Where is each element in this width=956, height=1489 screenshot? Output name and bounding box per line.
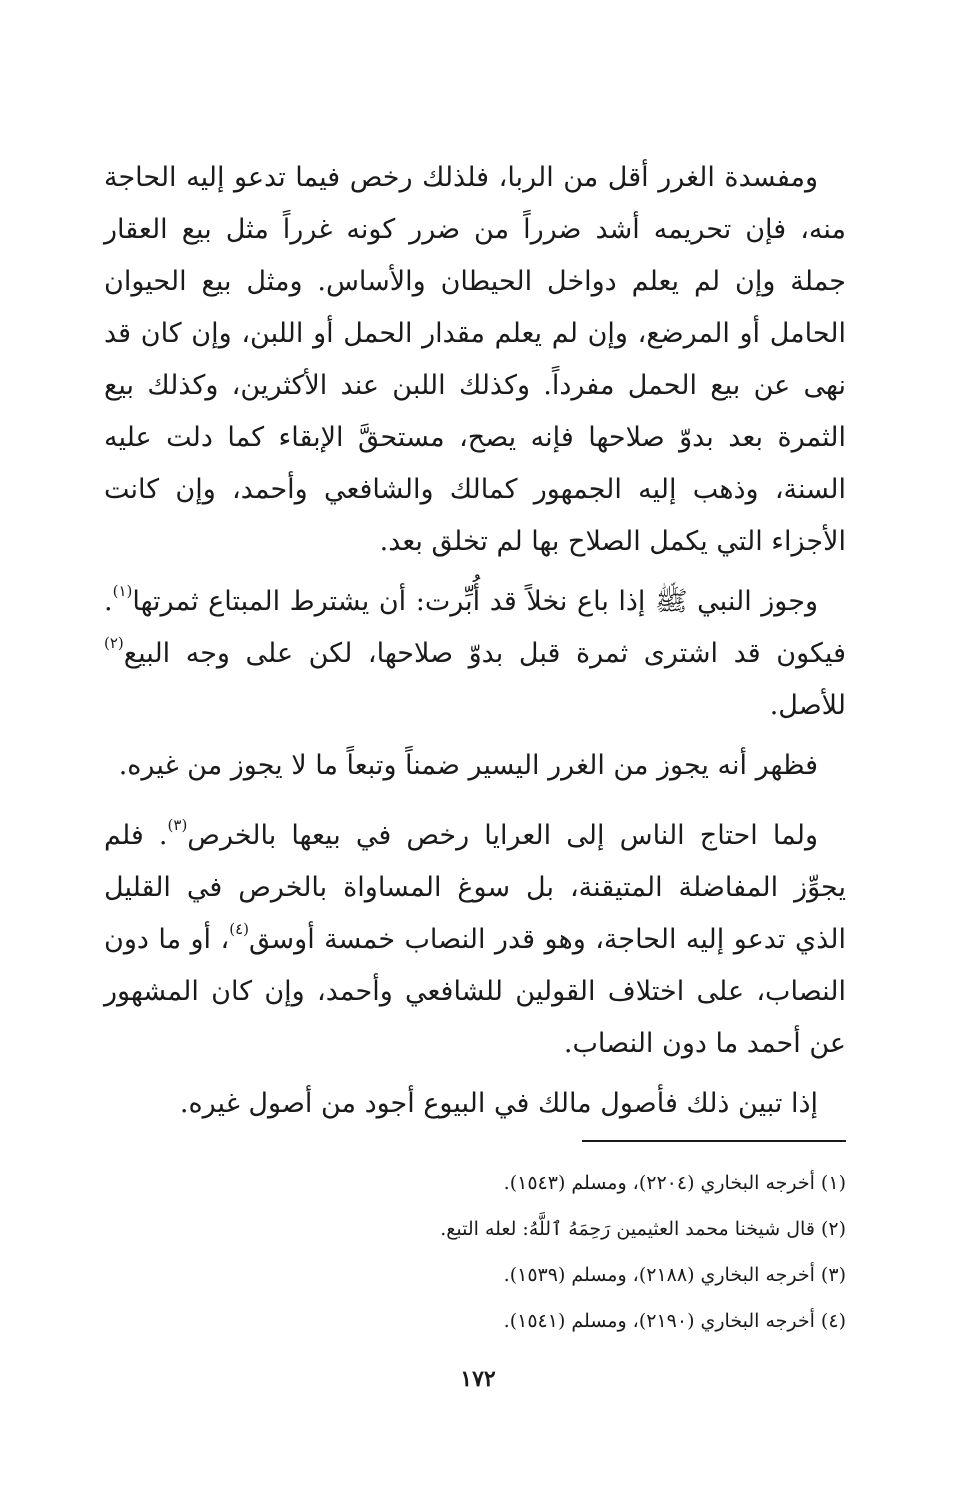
paragraph-palm-sale-part-2: . فيكون قد اشترى ثمرة قبل بدوّ صلاحها، لكن على وجه البيع [104, 586, 846, 669]
footnote-ref-4[interactable]: (٤) [229, 920, 250, 938]
paragraph-araya-part-2: . فلم يجوِّز المفاضلة المتيقنة، بل سوغ المساواة بالخرص في القليل الذي تدعو إليه الحاجة، وهو قدر النصاب خمسة أوسق [104, 820, 846, 955]
footnote-ref-2[interactable]: (٢) [104, 634, 124, 652]
footnote-ref-3[interactable]: (٣) [167, 816, 188, 834]
main-text [104, 152, 846, 1130]
footnote-2: (٢) قال شيخنا محمد العثيمين رَحِمَهُ ٱللَّهُ: لعله التبع. [440, 1218, 846, 1240]
footnote-4: (٤) أخرجه البخاري (٢١٩٠)، ومسلم (١٥٤١). [503, 1310, 846, 1332]
paragraph-araya [104, 810, 846, 1070]
paragraph-palm-sale-part-3: للأصل. [769, 690, 846, 721]
footnote-divider [582, 1140, 846, 1142]
paragraph-minor-gharar: فظهر أنه يجوز من الغرر اليسير ضمناً وتبعاً ما لا يجوز من غيره. [118, 750, 818, 781]
paragraph-palm-sale-part-1: وجوز النبي ﷺ إذا باع نخلاً قد أُبِّرت: أن يشترط المبتاع ثمرتها [132, 586, 818, 617]
paragraph-araya-part-3: ، أو ما دون النصاب، على اختلاف القولين للشافعي وأحمد، وإن كان المشهور عن أحمد ما دون النصاب. [104, 924, 846, 1059]
footnote-ref-1[interactable]: (١) [112, 582, 133, 600]
paragraph-araya-part-1: ولما احتاج الناس إلى العرايا رخص في بيعها بالخرص [187, 820, 818, 851]
footnotes [104, 1160, 846, 1344]
page-number: ١٧٢ [460, 1366, 496, 1392]
paragraph-palm-sale [104, 576, 846, 732]
paragraph-conclusion: إذا تبين ذلك فأصول مالك في البيوع أجود من أصول غيره. [179, 1088, 818, 1119]
footnote-1: (١) أخرجه البخاري (٢٢٠٤)، ومسلم (١٥٤٣). [503, 1172, 846, 1194]
paragraph-gharar: ومفسدة الغرر أقل من الربا، فلذلك رخص فيما تدعو إليه الحاجة منه، فإن تحريمه أشد ضرراً من ضرر كونه غرراً مثل بيع العقار جملة وإن لم يعلم دواخل الحيطان والأساس. ومثل بيع الحيوان الحامل أو المرضع، وإن لم يعلم مقدار الحمل أو اللبن، وإن كان قد نهى عن بيع الحمل مفرداً. وكذلك اللبن عند الأكثرين، وكذلك بيع الثمرة بعد بدوّ صلاحها فإنه يصح، مستحقَّ الإبقاء كما دلت عليه السنة، وذهب إليه الجمهور كمالك والشافعي وأحمد، وإن كانت الأجزاء التي يكمل الصلاح بها لم تخلق بعد. [104, 162, 846, 557]
footnote-3: (٣) أخرجه البخاري (٢١٨٨)، ومسلم (١٥٣٩). [503, 1264, 846, 1286]
